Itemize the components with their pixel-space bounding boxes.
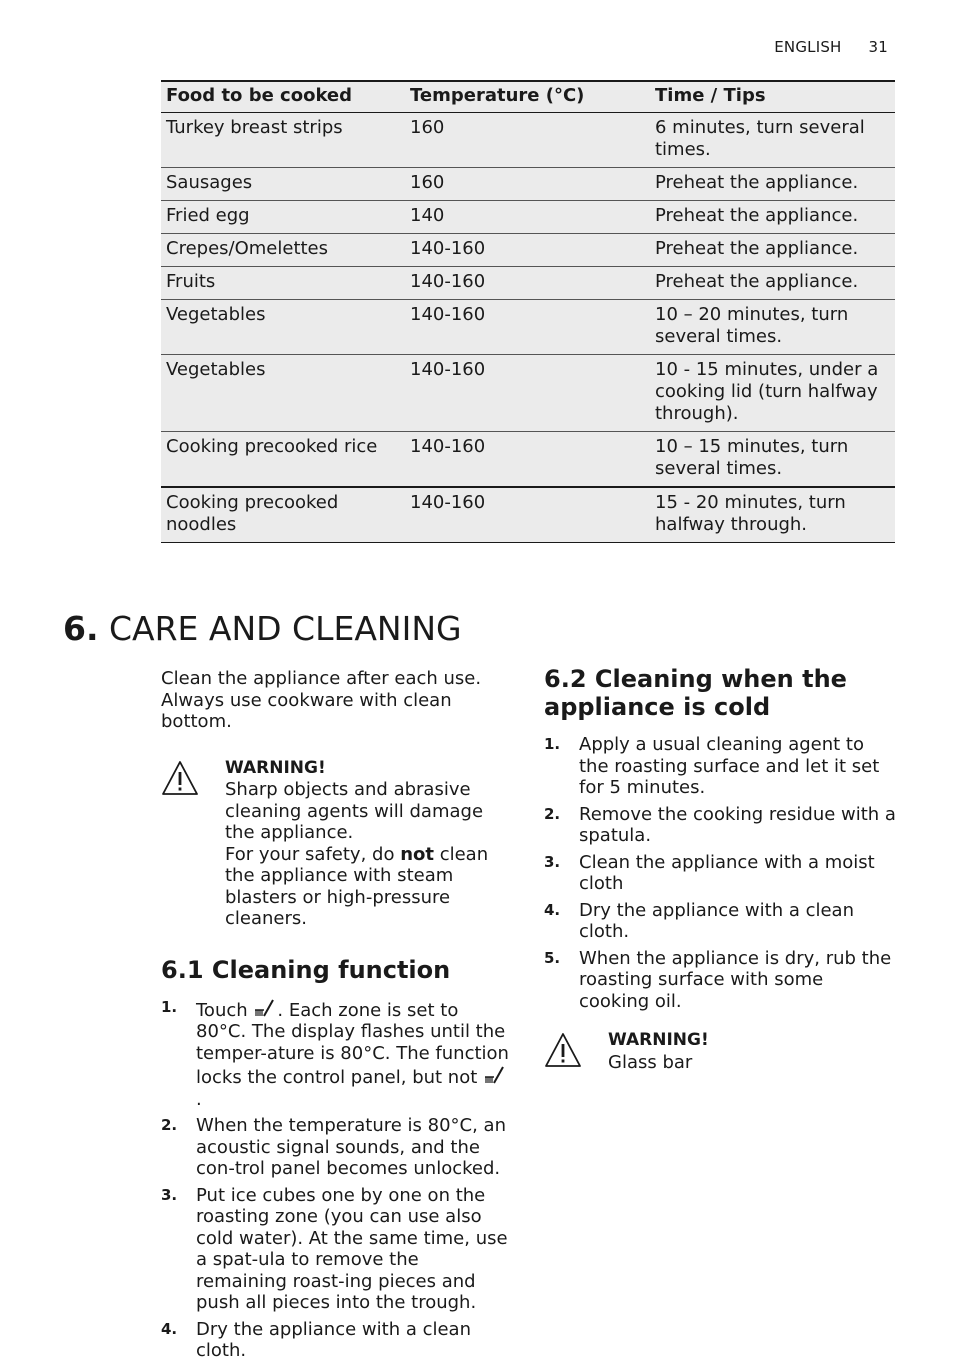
step-text: Clean the appliance with a moist cloth xyxy=(579,851,875,894)
cell-temperature: 140-160 xyxy=(405,432,650,488)
step-number: 3. xyxy=(544,852,561,871)
cell-tips: 15 - 20 minutes, turn halfway through. xyxy=(650,487,895,543)
list-item xyxy=(161,997,511,1111)
cell-temperature: 160 xyxy=(405,168,650,201)
list-item xyxy=(161,1319,511,1362)
list-item xyxy=(161,1115,511,1180)
warning-triangle-icon xyxy=(544,1032,582,1068)
step-number: 5. xyxy=(544,948,561,967)
cell-tips: Preheat the appliance. xyxy=(650,267,895,300)
step-text: . Each zone is set to 80°C. The display flashes until the temper-ature is 80°C. The function locks the control panel, but not xyxy=(196,999,509,1088)
warning-text-part: clean the appliance with steam blasters or high-pressure cleaners. xyxy=(225,843,489,929)
column-header-temperature: Temperature (°C) xyxy=(405,81,650,113)
cell-temperature: 140-160 xyxy=(405,300,650,355)
warning-text: Sharp objects and abrasive cleaning agents will damage the appliance. xyxy=(225,779,484,843)
list-item xyxy=(544,734,896,799)
table-row xyxy=(161,113,895,168)
step-number: 3. xyxy=(161,1185,178,1204)
warning-title: WARNING! xyxy=(608,1030,709,1050)
step-text: Dry the appliance with a clean cloth. xyxy=(579,899,854,942)
warning-emphasis: not xyxy=(400,843,434,865)
step-text: . xyxy=(196,1088,202,1110)
cell-food: Vegetables xyxy=(161,300,405,355)
list-item xyxy=(544,948,896,1013)
section-number: 6. xyxy=(63,609,99,648)
cleaning-function-steps xyxy=(161,997,511,1362)
step-number: 1. xyxy=(544,735,561,753)
warning-triangle-icon xyxy=(161,760,199,796)
intro-line: Always use cookware with clean bottom. xyxy=(161,689,452,732)
cell-temperature: 140-160 xyxy=(405,267,650,300)
step-text: Touch xyxy=(196,999,254,1021)
cooking-table xyxy=(161,80,895,543)
language-label: ENGLISH xyxy=(774,38,842,56)
cell-tips: 10 – 20 minutes, turn several times. xyxy=(650,300,895,355)
cell-temperature: 140 xyxy=(405,201,650,234)
subsection-number: 6.1 xyxy=(161,955,204,984)
table-header-row xyxy=(161,81,895,113)
cell-food: Crepes/Omelettes xyxy=(161,234,405,267)
step-text: When the appliance is dry, rub the roasting surface with some cooking oil. xyxy=(579,947,892,1012)
warning-text: Glass bar xyxy=(608,1051,693,1073)
subsection-heading xyxy=(544,665,896,721)
table-row xyxy=(161,300,895,355)
cell-tips: 10 – 15 minutes, turn several times. xyxy=(650,432,895,488)
cell-food: Fruits xyxy=(161,267,405,300)
table-row xyxy=(161,432,895,488)
step-text: Dry the appliance with a clean cloth. xyxy=(196,1318,471,1361)
page-number: 31 xyxy=(868,38,888,56)
subsection-heading xyxy=(161,956,511,984)
step-number: 4. xyxy=(161,1319,178,1338)
column-header-food: Food to be cooked xyxy=(161,81,405,113)
cell-tips: Preheat the appliance. xyxy=(650,168,895,201)
table-row xyxy=(161,168,895,201)
left-column xyxy=(161,668,511,1367)
subsection-number: 6.2 xyxy=(544,665,587,693)
list-item xyxy=(544,804,896,847)
column-header-time-tips: Time / Tips xyxy=(650,81,895,113)
step-number: 1. xyxy=(161,997,178,1016)
cell-temperature: 140-160 xyxy=(405,234,650,267)
cell-food: Cooking precooked rice xyxy=(161,432,405,488)
step-number: 2. xyxy=(544,804,561,823)
section-heading xyxy=(63,608,462,650)
subsection-title: Cleaning when the appliance is cold xyxy=(544,665,847,721)
warning-box xyxy=(544,1030,896,1073)
right-column xyxy=(544,665,896,1073)
cell-food: Turkey breast strips xyxy=(161,113,405,168)
cell-food: Cooking precooked noodles xyxy=(161,487,405,543)
cell-tips: Preheat the appliance. xyxy=(650,234,895,267)
cell-temperature: 140-160 xyxy=(405,355,650,432)
table-row xyxy=(161,355,895,432)
step-text: Apply a usual cleaning agent to the roasting surface and let it set for 5 minutes. xyxy=(579,734,880,798)
list-item xyxy=(544,852,896,895)
subsection-title: Cleaning function xyxy=(211,955,451,984)
cell-tips: Preheat the appliance. xyxy=(650,201,895,234)
section-title: CARE AND CLEANING xyxy=(109,609,462,648)
cold-cleaning-steps xyxy=(544,734,896,1012)
cleaning-function-icon xyxy=(253,997,277,1019)
page-header xyxy=(774,38,888,56)
cell-temperature: 140-160 xyxy=(405,487,650,543)
cell-tips: 10 - 15 minutes, under a cooking lid (turn halfway through). xyxy=(650,355,895,432)
table-row xyxy=(161,201,895,234)
step-text: When the temperature is 80°C, an acoustic signal sounds, and the con-trol panel becomes unlocked. xyxy=(196,1115,506,1179)
intro-line: Clean the appliance after each use. xyxy=(161,668,482,689)
cell-food: Vegetables xyxy=(161,355,405,432)
step-text: Remove the cooking residue with a spatula. xyxy=(579,803,896,846)
warning-text-safety xyxy=(225,844,511,930)
cell-temperature: 160 xyxy=(405,113,650,168)
step-text: Put ice cubes one by one on the roasting zone (you can use also cold water). At the same time, use a spat-ula to remove the remaining roast-ing pieces and push all pieces into the trough. xyxy=(196,1184,508,1313)
table-row xyxy=(161,234,895,267)
cleaning-function-icon xyxy=(483,1064,507,1086)
step-number: 2. xyxy=(161,1116,178,1134)
warning-box xyxy=(161,758,511,930)
list-item xyxy=(161,1185,511,1314)
warning-title: WARNING! xyxy=(225,757,326,778)
cell-tips: 6 minutes, turn several times. xyxy=(650,113,895,168)
step-number: 4. xyxy=(544,900,561,919)
warning-text-part: For your safety, do xyxy=(225,843,401,865)
cell-food: Fried egg xyxy=(161,201,405,234)
list-item xyxy=(544,900,896,943)
cell-food: Sausages xyxy=(161,168,405,201)
table-row xyxy=(161,487,895,543)
table-row xyxy=(161,267,895,300)
